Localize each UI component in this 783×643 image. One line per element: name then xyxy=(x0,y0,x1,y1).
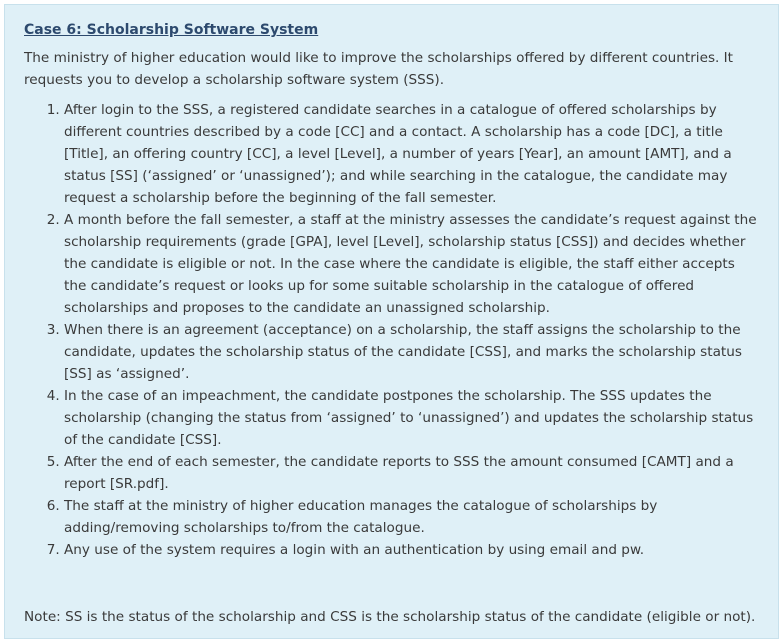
requirements-list xyxy=(24,99,759,561)
case-intro: The ministry of higher education would like to improve the scholarships offered by different countries. It requests you to develop a scholarship software system (SSS). xyxy=(24,50,734,88)
requirement-item: 5. After the end of each semester, the candidate reports to SSS the amount consumed [CAMT] and a report [SR.pdf]. xyxy=(64,451,759,495)
case-title: Case 6: Scholarship Software System xyxy=(24,22,319,38)
requirement-item: 2. A month before the fall semester, a staff at the ministry assesses the candidate’s request against the scholarship requirements (grade [GPA], level [Level], scholarship status [CSS]) and decides whether the candidate is eligible or not. In the case where the candidate is eligible, the staff either accepts the candidate’s request or looks up for some suitable scholarship in the catalogue of offered scholarships and proposes to the candidate an unassigned scholarship. xyxy=(64,209,759,319)
requirement-item: 7. Any use of the system requires a login with an authentication by using email and pw. xyxy=(64,539,759,561)
case-card xyxy=(4,4,779,639)
case-note: Note: SS is the status of the scholarship and CSS is the scholarship status of the candidate (eligible or not). xyxy=(24,609,756,625)
requirement-item: 1. After login to the SSS, a registered candidate searches in a catalogue of offered scholarships by different countries described by a code [CC] and a contact. A scholarship has a code [DC], a title [Title], an offering country [CC], a level [Level], a number of years [Year], an amount [AMT], and a status [SS] (‘assigned’ or ‘unassigned’); and while searching in the catalogue, the candidate may request a scholarship before the beginning of the fall semester. xyxy=(64,99,759,209)
requirement-item: 3. When there is an agreement (acceptance) on a scholarship, the staff assigns the scholarship to the candidate, updates the scholarship status of the candidate [CSS], and marks the scholarship status [SS] as ‘assigned’. xyxy=(64,319,759,385)
requirement-item: 4. In the case of an impeachment, the candidate postpones the scholarship. The SSS updates the scholarship (changing the status from ‘assigned’ to ‘unassigned’) and updates the scholarship status of the candidate [CSS]. xyxy=(64,385,759,451)
requirement-item: 6. The staff at the ministry of higher education manages the catalogue of scholarships by adding/removing scholarships to/from the catalogue. xyxy=(64,495,759,539)
